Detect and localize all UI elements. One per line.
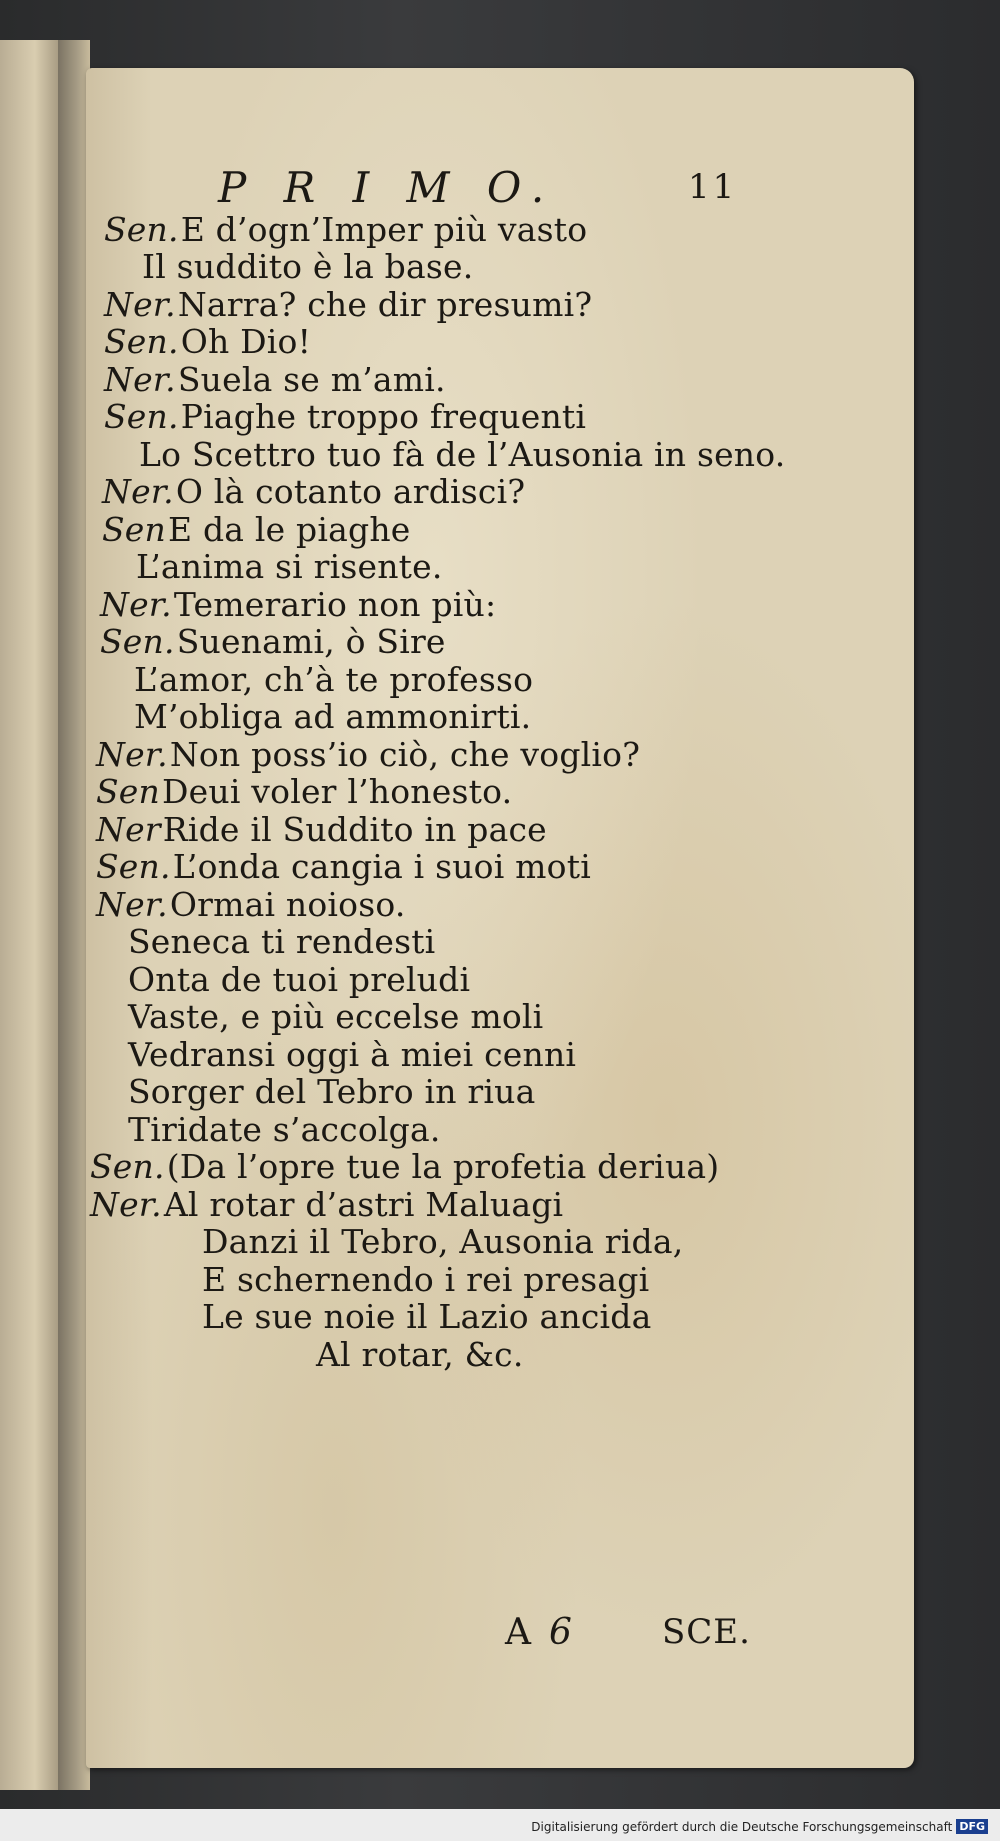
line-text: Vedransi oggi à miei cenni [128, 1035, 577, 1074]
line-text: Il suddito è la base. [142, 247, 474, 286]
text-line [96, 737, 640, 773]
line-text: Suela se m’ami. [177, 360, 446, 399]
text-line [126, 924, 435, 960]
line-text: Al rotar, &c. [316, 1335, 524, 1374]
text-line [104, 324, 311, 360]
line-text: Ride il Suddito in pace [162, 810, 547, 849]
text-line [104, 287, 592, 323]
speaker-label: Ner [96, 810, 161, 849]
line-text: Piaghe troppo frequenti [180, 397, 587, 436]
running-head-title: P R I M O. [218, 163, 557, 212]
text-line [96, 849, 591, 885]
line-text: Tiridate s’accolga. [128, 1110, 441, 1149]
speaker-label: Sen. [104, 322, 179, 361]
line-text: E schernendo i rei presagi [202, 1260, 650, 1299]
text-line [90, 1149, 719, 1185]
text-line [104, 399, 586, 435]
line-text: E da le piaghe [168, 510, 411, 549]
line-text: L’onda cangia i suoi moti [172, 847, 591, 886]
line-text: Al rotar d’astri Maluagi [163, 1185, 564, 1224]
page-number: 11 [688, 167, 738, 207]
line-text: Vaste, e più eccelse moli [128, 997, 544, 1036]
line-text: Ormai noioso. [169, 885, 406, 924]
speaker-label: Ner. [90, 1185, 162, 1224]
funding-notice [531, 1819, 988, 1834]
text-line [126, 1074, 535, 1110]
text-line [100, 624, 446, 660]
text-line [200, 1224, 683, 1260]
text-line [104, 212, 587, 248]
text-line [90, 1187, 563, 1223]
text-line [96, 812, 547, 848]
speaker-label: Ner. [104, 360, 176, 399]
text-line [102, 474, 525, 510]
funding-text: Digitalisierung gefördert durch die Deutsche Forschungsgemeinschaft [531, 1819, 953, 1834]
speaker-label: Ner. [96, 885, 168, 924]
line-text: O là cotanto ardisci? [175, 472, 526, 511]
line-text: Danzi il Tebro, Ausonia rida, [202, 1222, 684, 1261]
text-line [126, 962, 470, 998]
speaker-label: Ner. [96, 735, 168, 774]
text-line [96, 774, 512, 810]
running-head [0, 163, 1000, 213]
text-line [102, 512, 411, 548]
speaker-label: Sen. [90, 1147, 165, 1186]
line-text: Deui voler l’honesto. [162, 772, 513, 811]
line-text: Onta de tuoi preludi [128, 960, 471, 999]
line-text: Temerario non più: [173, 585, 497, 624]
text-line [96, 887, 406, 923]
catchword: SCE. [662, 1612, 751, 1652]
speaker-label: Ner. [102, 472, 174, 511]
speaker-label: Ner. [104, 285, 176, 324]
line-text: Seneca ti rendesti [128, 922, 436, 961]
line-text: Suenami, ò Sire [176, 622, 446, 661]
speaker-label: Sen. [104, 210, 179, 249]
line-text: M’obliga ad ammonirti. [134, 697, 532, 736]
signature-number: 6 [549, 1612, 572, 1653]
text-line [126, 999, 543, 1035]
text-line [104, 362, 446, 398]
line-text: Non poss’io ciò, che voglio? [169, 735, 641, 774]
speaker-label: Sen [102, 510, 166, 549]
text-line [132, 699, 531, 735]
line-text: Sorger del Tebro in riua [128, 1072, 536, 1111]
facing-page-edge [0, 40, 58, 1790]
speaker-label: Sen [96, 772, 160, 811]
footer-bar [0, 1809, 1000, 1841]
dfg-logo: DFG [956, 1819, 988, 1834]
text-line [314, 1337, 524, 1373]
text-line [132, 662, 533, 698]
speaker-label: Sen. [104, 397, 179, 436]
signature-letter: A [505, 1612, 531, 1653]
line-text: E d’ogn’Imper più vasto [180, 210, 588, 249]
text-line [126, 1037, 576, 1073]
text-line [140, 249, 473, 285]
line-text: (Da l’opre tue la profetia deriua) [166, 1147, 720, 1186]
text-line [200, 1262, 649, 1298]
line-text: L’anima si risente. [136, 547, 443, 586]
speaker-label: Sen. [96, 847, 171, 886]
text-line [126, 1112, 441, 1148]
line-text: Narra? che dir presumi? [177, 285, 593, 324]
text-line [100, 587, 496, 623]
signature-mark [505, 1612, 572, 1653]
speaker-label: Ner. [100, 585, 172, 624]
line-text: Le sue noie il Lazio ancida [202, 1297, 652, 1336]
speaker-label: Sen. [100, 622, 175, 661]
line-text: Oh Dio! [180, 322, 312, 361]
text-line [134, 549, 443, 585]
text-line [137, 437, 785, 473]
text-line [200, 1299, 651, 1335]
line-text: Lo Scettro tuo fà de l’Ausonia in seno. [139, 435, 786, 474]
line-text: L’amor, ch’à te professo [134, 660, 534, 699]
